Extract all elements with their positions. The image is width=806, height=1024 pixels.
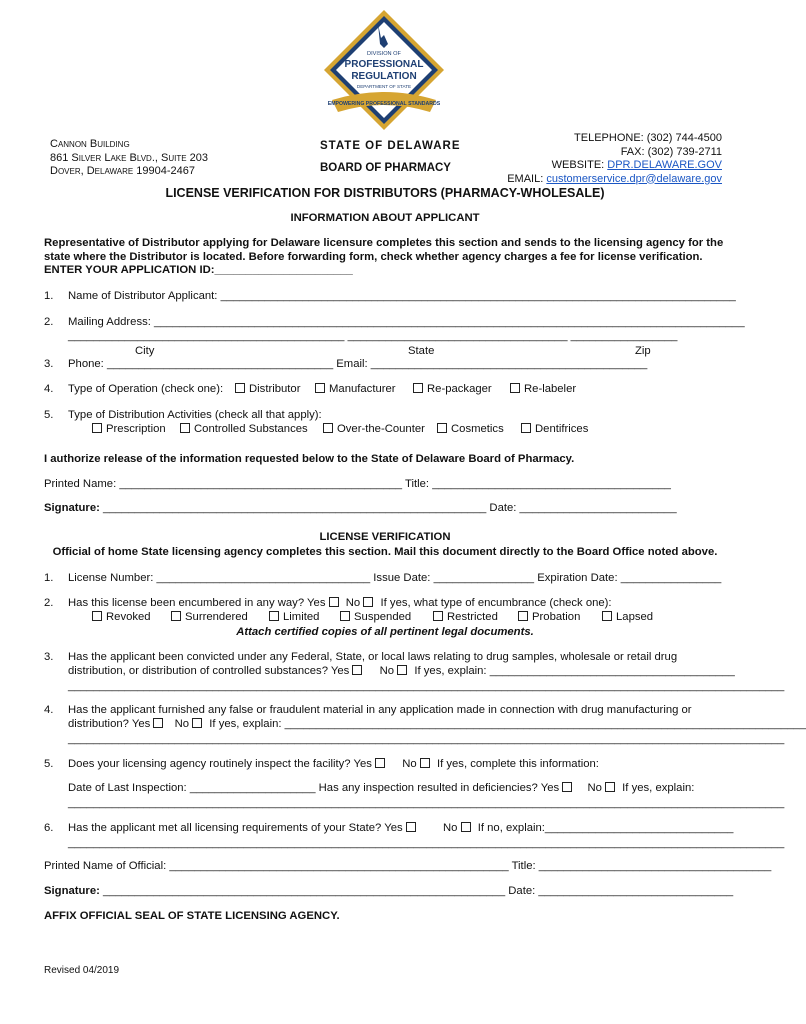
checkbox-icon[interactable]: [602, 611, 612, 621]
option-cosmetics[interactable]: Cosmetics: [437, 423, 504, 435]
fraud-question: Has the applicant furnished any false or fraudulent material in any application made in connection with drug manufacturing or: [68, 704, 692, 716]
option-surrendered[interactable]: Surrendered: [171, 611, 248, 623]
signature-label: Signature:: [44, 885, 100, 897]
no-checkbox[interactable]: [397, 665, 407, 675]
state-heading: STATE OF DELAWARE: [320, 140, 461, 152]
option-suspended[interactable]: Suspended: [340, 611, 411, 623]
mailing-address-line2[interactable]: ____________________________________________ ___________________________________ _________________: [68, 330, 678, 342]
board-heading: BOARD OF PHARMACY: [320, 162, 451, 174]
option-dentifrices[interactable]: Dentifrices: [521, 423, 588, 435]
option-repackager[interactable]: Re-packager: [413, 383, 492, 395]
applicant-q3-num: 3.: [44, 358, 54, 370]
email-label: EMAIL:: [507, 172, 544, 185]
inspection-question: Does your licensing agency routinely inspect the facility? Yes No If yes, complete this information:: [68, 758, 599, 770]
option-relabeler[interactable]: Re-labeler: [510, 383, 576, 395]
checkbox-icon[interactable]: [323, 423, 333, 433]
checkbox-icon[interactable]: [510, 383, 520, 393]
verification-subheading: Official of home State licensing agency completes this section. Mail this document directly to the Board Office noted above.: [52, 546, 718, 558]
fax: FAX: (302) 739-2711: [620, 145, 722, 158]
checkbox-icon[interactable]: [437, 423, 447, 433]
address-line-3: Dover, Delaware 19904-2467: [50, 165, 195, 177]
distributor-name-field[interactable]: Name of Distributor Applicant: __________________________________________________________________________________: [68, 290, 736, 302]
seal-line2: PROFESSIONAL: [344, 59, 424, 70]
checkbox-icon[interactable]: [518, 611, 528, 621]
no-checkbox[interactable]: [420, 758, 430, 768]
option-controlled-substances[interactable]: Controlled Substances: [180, 423, 308, 435]
verification-q3-num: 3.: [44, 651, 54, 663]
seal-line3: REGULATION: [351, 71, 417, 82]
conviction-explain-field[interactable]: If yes, explain: _______________________________________: [414, 665, 735, 677]
checkbox-icon[interactable]: [413, 383, 423, 393]
verification-q1-num: 1.: [44, 572, 54, 584]
operation-type-label: Type of Operation (check one):: [68, 383, 224, 395]
applicant-q1-num: 1.: [44, 290, 54, 302]
seal-line4: DEPARTMENT OF STATE: [356, 84, 412, 89]
seal-banner: EMPOWERING PROFESSIONAL STANDARDS: [327, 101, 441, 107]
division-seal-logo: [318, 8, 450, 132]
form-title: LICENSE VERIFICATION FOR DISTRIBUTORS (PHARMACY-WHOLESALE): [165, 186, 605, 200]
checkbox-icon[interactable]: [171, 611, 181, 621]
city-label: City: [135, 345, 155, 357]
checkbox-icon[interactable]: [315, 383, 325, 393]
applicant-q2-num: 2.: [44, 316, 54, 328]
website-row: [507, 159, 722, 173]
zip-label: Zip: [635, 345, 651, 357]
verification-q4-num: 4.: [44, 704, 54, 716]
email-link[interactable]: customerservice.dpr@delaware.gov: [546, 172, 722, 185]
inspection-date-field[interactable]: Date of Last Inspection: ____________________: [68, 782, 316, 794]
office-address: [50, 138, 208, 179]
checkbox-icon[interactable]: [433, 611, 443, 621]
conviction-question: Has the applicant been convicted under any Federal, State, or local laws relating to drug samples, wholesale or retail drug: [68, 651, 678, 663]
inspection-detail-row: Date of Last Inspection: ____________________ Has any inspection resulted in deficiencies? Yes No If yes, explain:: [68, 782, 695, 794]
attach-note: Attach certified copies of all pertinent legal documents.: [236, 626, 534, 638]
requirements-explain-field[interactable]: If no, explain:______________________________: [477, 822, 734, 834]
conviction-explain-line[interactable]: __________________________________________________________________________________________________________________: [68, 680, 785, 692]
yes-checkbox[interactable]: [329, 597, 339, 607]
option-restricted[interactable]: Restricted: [433, 611, 498, 623]
yes-checkbox[interactable]: [406, 822, 416, 832]
state-label: State: [408, 345, 435, 357]
no-checkbox[interactable]: [192, 718, 202, 728]
checkbox-icon[interactable]: [92, 611, 102, 621]
requirements-question: Has the applicant met all licensing requirements of your State? Yes No If no, explain:______________________________: [68, 822, 734, 834]
requirements-explain-line[interactable]: __________________________________________________________________________________________________________________: [68, 837, 785, 849]
email-row: [507, 173, 722, 187]
seal-line1: DIVISION OF: [367, 51, 401, 57]
verification-q5-num: 5.: [44, 758, 54, 770]
verification-q2-num: 2.: [44, 597, 54, 609]
printed-name-title-field[interactable]: Printed Name: _____________________________________________ Title: ______________________________________: [44, 478, 671, 490]
verification-heading: LICENSE VERIFICATION: [319, 531, 451, 543]
checkbox-icon[interactable]: [340, 611, 350, 621]
yes-checkbox[interactable]: [153, 718, 163, 728]
website-link[interactable]: DPR.DELAWARE.GOV: [607, 159, 722, 171]
applicant-heading: INFORMATION ABOUT APPLICANT: [290, 212, 480, 224]
contact-info: [507, 132, 722, 186]
official-signature-date-line[interactable]: ________________________________________________________________ Date: _______________________________: [103, 885, 734, 897]
license-number-field[interactable]: License Number: __________________________________ Issue Date: ________________ Expiration Date: ________________: [68, 572, 722, 584]
option-revoked[interactable]: Revoked: [92, 611, 151, 623]
address-line-2: 861 Silver Lake Blvd., Suite 203: [50, 151, 208, 164]
phone-email-field[interactable]: Phone: ____________________________________ Email: ____________________________________________: [68, 358, 648, 370]
fraud-explain-field[interactable]: If yes, explain: ___________________________________________________________________________________: [209, 718, 806, 730]
applicant-q5-num: 5.: [44, 409, 54, 421]
distribution-activities-label: Type of Distribution Activities (check all that apply):: [68, 409, 322, 421]
checkbox-icon[interactable]: [180, 423, 190, 433]
checkbox-icon[interactable]: [235, 383, 245, 393]
verification-q6-num: 6.: [44, 822, 54, 834]
option-lapsed[interactable]: Lapsed: [602, 611, 653, 623]
signature-date-line[interactable]: _____________________________________________________________ Date: _________________________: [103, 502, 677, 514]
telephone: TELEPHONE: (302) 744-4500: [574, 132, 722, 144]
no-checkbox[interactable]: [605, 782, 615, 792]
option-manufacturer[interactable]: Manufacturer: [315, 383, 396, 395]
yes-checkbox[interactable]: [562, 782, 572, 792]
official-name-title-field[interactable]: Printed Name of Official: ______________________________________________________ Title: _____________________________________: [44, 860, 772, 872]
yes-checkbox[interactable]: [352, 665, 362, 675]
fraud-answer-row: distribution? Yes No If yes, explain: ___________________________________________________________________________________: [68, 718, 806, 730]
checkbox-icon[interactable]: [92, 423, 102, 433]
no-checkbox[interactable]: [363, 597, 373, 607]
applicant-q4-num: 4.: [44, 383, 54, 395]
option-prescription[interactable]: Prescription: [92, 423, 166, 435]
option-distributor[interactable]: Distributor: [235, 383, 300, 395]
inspection-explain-line[interactable]: __________________________________________________________________________________________________________________: [68, 797, 785, 809]
applicant-intro: Representative of Distributor applying for Delaware licensure completes this section and sends to the licensing agency for the state where the Distributor is located. Before forwarding form, check whether agency charges a fee for license verification. ENTER YOUR APPLICATION ID:______________________: [44, 237, 724, 276]
conviction-answer-row: distribution, or distribution of controlled substances? Yes No If yes, explain: _______________________________________: [68, 665, 735, 677]
option-otc[interactable]: Over-the-Counter: [323, 423, 425, 435]
affix-seal-note: AFFIX OFFICIAL SEAL OF STATE LICENSING AGENCY.: [44, 910, 340, 922]
encumbered-question: Has this license been encumbered in any way? Yes No If yes, what type of encumbrance (check one):: [68, 597, 612, 609]
website-label: WEBSITE:: [551, 159, 605, 171]
yes-checkbox[interactable]: [375, 758, 385, 768]
checkbox-icon[interactable]: [521, 423, 531, 433]
revision-date: Revised 04/2019: [44, 965, 120, 976]
checkbox-icon[interactable]: [269, 611, 279, 621]
applicant-signature-row[interactable]: [44, 502, 724, 514]
option-probation[interactable]: Probation: [518, 611, 580, 623]
option-limited[interactable]: Limited: [269, 611, 319, 623]
no-checkbox[interactable]: [461, 822, 471, 832]
fraud-explain-line[interactable]: __________________________________________________________________________________________________________________: [68, 733, 785, 745]
mailing-address-field[interactable]: Mailing Address: ______________________________________________________________________________________________: [68, 316, 745, 328]
official-signature-row[interactable]: [44, 885, 734, 897]
signature-label: Signature:: [44, 502, 100, 514]
address-line-1: Cannon Building: [50, 138, 130, 150]
authorize-statement: I authorize release of the information requested below to the State of Delaware Board of Pharmacy.: [44, 453, 575, 465]
